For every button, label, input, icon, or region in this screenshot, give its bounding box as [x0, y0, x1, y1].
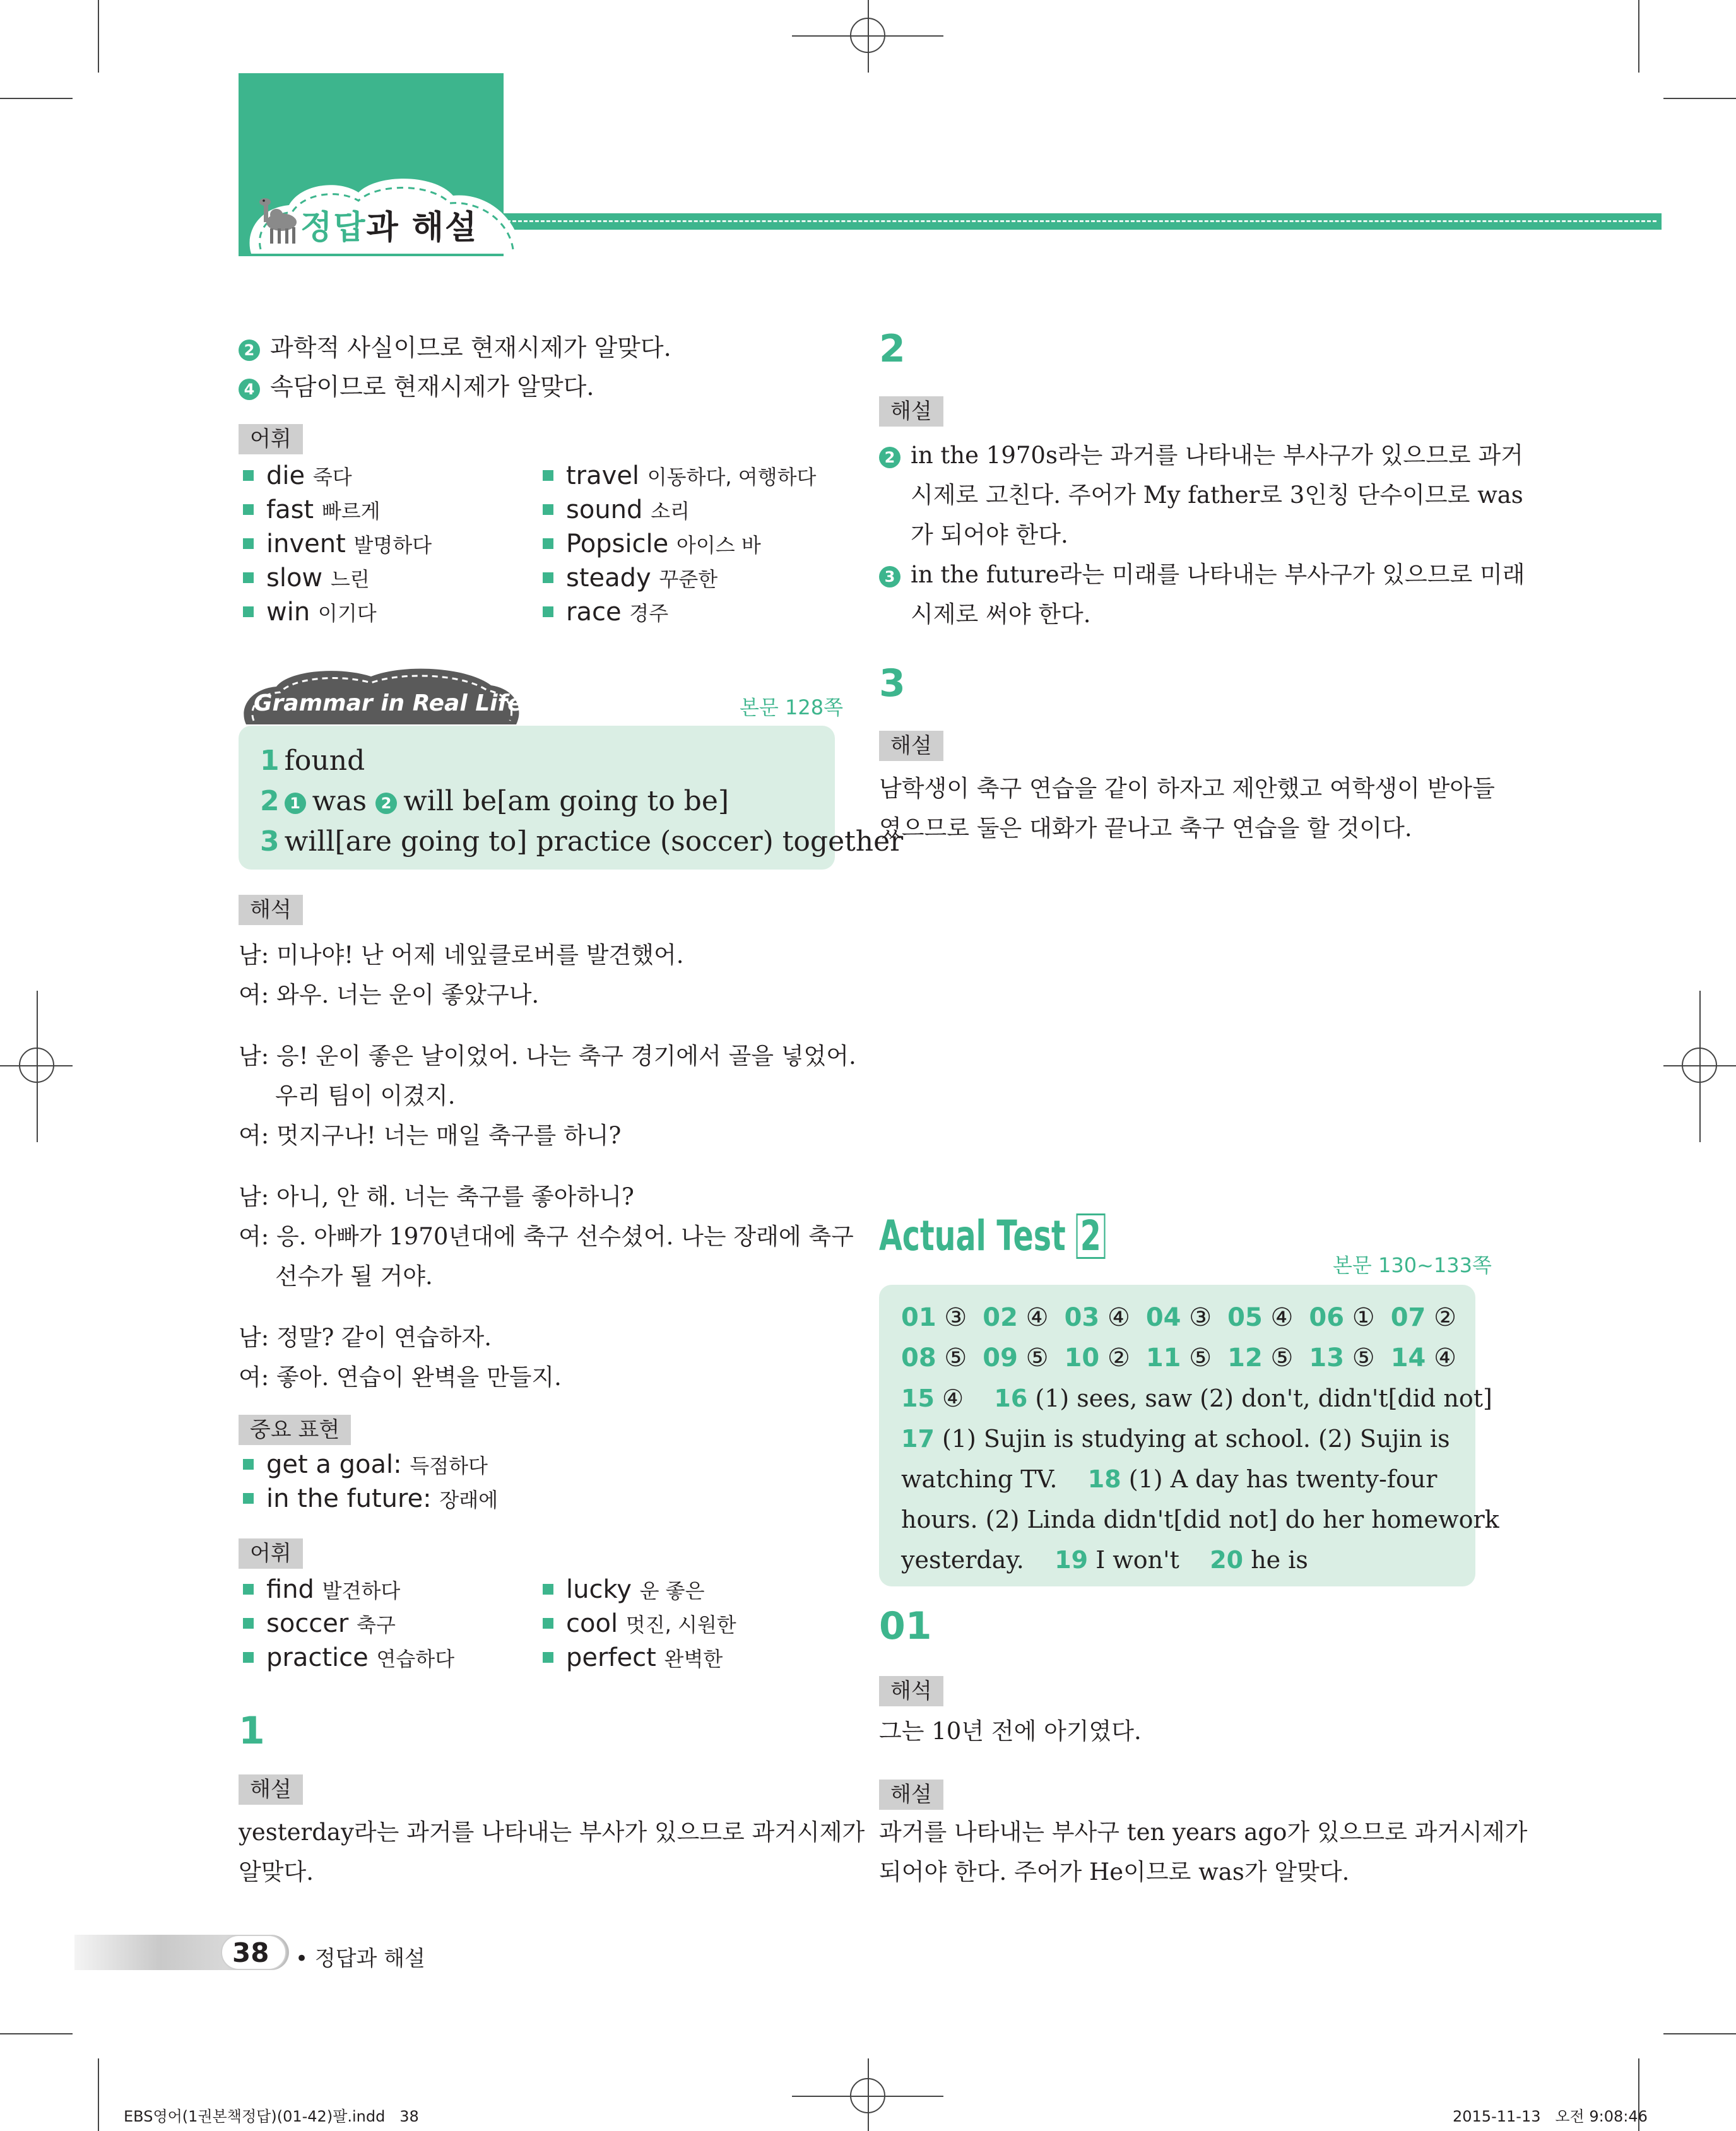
note-text: 과학적 사실이므로 현재시제가 알맞다. [270, 334, 671, 362]
answer-row: 01 ③ 02 ④ 03 ④ 04 ③ 05 ④ 06 ① 07 ② [901, 1303, 1456, 1332]
key-expression: in the future: 장래에 [243, 1482, 498, 1517]
dialogue-line: 여: 응. 아빠가 1970년대에 축구 선수셨어. 나는 장래에 축구 [239, 1223, 854, 1250]
key-expression-label: 중요 표현 [239, 1415, 351, 1445]
explanation-text: yesterday라는 과거를 나타내는 부사가 있으므로 과거시제가 알맞다. [239, 1819, 865, 1886]
circled-number: 4 [239, 379, 260, 400]
vocab-label: 어휘 [239, 424, 303, 454]
explanation-label: 해설 [879, 1780, 943, 1810]
vocab-item: soccer 축구 [243, 1607, 396, 1642]
question-number: 1 [239, 1709, 265, 1753]
crop-mark [1638, 0, 1639, 73]
dialogue-line: 남: 미나야! 난 어제 네잎클로버를 발견했어. [239, 942, 684, 969]
page-number: 38 [232, 1937, 269, 1968]
vocab-item: die 죽다 [243, 459, 352, 494]
page-reference: 본문 130~133쪽 [1333, 1253, 1492, 1277]
vocab-item: fast 빠르게 [243, 493, 381, 528]
header-title-accent: 정답 [300, 209, 367, 247]
crop-mark [0, 98, 73, 99]
note-item [239, 328, 671, 367]
explanation-text: 2 in the 1970s라는 과거를 나타내는 부사구가 있으므로 과거 시제로 고친다. 주어가 My father로 3인칭 단수이므로 was 가 되어야 한다. 3 in the future라는 미래를 나타내는 부사구가 있으므로 미래 시제로 써야 한다. [879, 435, 1525, 634]
dialogue-line: 남: 아니, 안 해. 너는 축구를 좋아하니? [239, 1183, 634, 1210]
explanation-label: 해설 [239, 1774, 303, 1805]
explanation-text: 남학생이 축구 연습을 같이 하자고 제안했고 여학생이 받아들 였으므로 둘은 대화가 끝나고 축구 연습을 할 것이다. [879, 775, 1495, 842]
explanation-label: 해설 [879, 396, 943, 427]
page-footer-label: • 정답과 해설 [295, 1946, 425, 1971]
question-number: 3 [879, 661, 906, 705]
dialogue-line: 남: 정말? 같이 연습하자. [239, 1324, 492, 1351]
dialogue-line: 남: 응! 운이 좋은 날이었어. 나는 축구 경기에서 골을 넣었어. [239, 1042, 856, 1070]
vocab-item: perfect 완벽한 [543, 1641, 723, 1676]
actual-test-title: Actual Test 2 [879, 1212, 1105, 1260]
file-name: EBS영어(1권본책정답)(01-42)팔.indd 38 [124, 2108, 419, 2125]
dialogue-line: 우리 팀이 이겼지. [275, 1082, 456, 1109]
vocab-item: invent 발명하다 [243, 527, 432, 562]
translation-label: 해석 [239, 895, 303, 925]
question-number: 01 [879, 1604, 932, 1648]
answer-row: 17 (1) Sujin is studying at school. (2) Sujin is [901, 1425, 1450, 1453]
header-dash-line [495, 220, 1656, 222]
vocab-label: 어휘 [239, 1538, 303, 1569]
registration-mark [868, 2058, 869, 2131]
answer-row: 08 ⑤ 09 ⑤ 10 ② 11 ⑤ 12 ⑤ 13 ⑤ 14 ④ [901, 1343, 1456, 1372]
grammar-section-title: Grammar in Real Life [254, 690, 523, 716]
answer-row: yesterday. 19 I won't 20 he is [901, 1546, 1308, 1574]
page-header-title [300, 201, 478, 248]
crop-mark [1663, 2033, 1736, 2034]
registration-mark [1699, 991, 1701, 1142]
test-number-badge: 2 [1076, 1213, 1105, 1259]
question-number: 2 [879, 327, 906, 371]
vocab-item: sound 소리 [543, 493, 690, 528]
vocab-item: travel 이동하다, 여행하다 [543, 459, 816, 494]
vocab-item: lucky 운 좋은 [543, 1573, 705, 1608]
answer-row: 15 ④ 16 (1) sees, saw (2) don't, didn't[did not] [901, 1384, 1492, 1412]
registration-mark [37, 991, 38, 1142]
answer-row: hours. (2) Linda didn't[did not] do her homework [901, 1506, 1499, 1533]
explanation-text: 과거를 나타내는 부사구 ten years ago가 있으므로 과거시제가 되어야 한다. 주어가 He이므로 was가 알맞다. [879, 1819, 1528, 1886]
grammar-answer: 3 will[are going to] practice (soccer) together [260, 825, 904, 858]
dialogue-line: 여: 좋아. 연습이 완벽을 만들지. [239, 1364, 562, 1391]
dialogue-line: 여: 와우. 너는 운이 좋았구나. [239, 981, 540, 1008]
note-text: 속담이므로 현재시제가 알맞다. [270, 373, 594, 401]
registration-mark [868, 0, 869, 73]
vocab-item: race 경주 [543, 595, 668, 630]
grammar-answer: 2 1 was 2 will be[am going to be] [260, 785, 729, 817]
crop-mark [0, 2033, 73, 2034]
vocab-item: win 이기다 [243, 595, 377, 630]
dialogue-line: 선수가 될 거야. [275, 1263, 433, 1290]
vocab-item: steady 꾸준한 [543, 561, 717, 596]
vocab-item: Popsicle 아이스 바 [543, 527, 761, 562]
crop-mark [98, 2058, 99, 2131]
crop-mark [1663, 98, 1736, 99]
dialogue-line: 여: 멋지구나! 너는 매일 축구를 하니? [239, 1122, 622, 1149]
vocab-item: cool 멋진, 시원한 [543, 1607, 736, 1642]
header-title-rest: 과 해설 [366, 209, 478, 247]
timestamp: 2015-11-13 오전 9:08:46 [1453, 2108, 1648, 2125]
vocab-item: slow 느린 [243, 561, 370, 596]
answer-row: watching TV. 18 (1) A day has twenty-four [901, 1465, 1438, 1493]
circled-number: 2 [239, 339, 260, 361]
dialogue [239, 935, 856, 1397]
note-item [239, 367, 594, 406]
vocab-item: find 발견하다 [243, 1573, 400, 1608]
translation-label: 해석 [879, 1676, 943, 1706]
crop-mark [98, 0, 99, 73]
page-reference: 본문 128쪽 [740, 695, 843, 719]
vocab-item: practice 연습하다 [243, 1641, 454, 1676]
key-expression: get a goal: 득점하다 [243, 1448, 488, 1483]
grammar-answer: 1 found [260, 745, 365, 777]
explanation-label: 해설 [879, 731, 943, 761]
translation-text: 그는 10년 전에 아기였다. [879, 1718, 1142, 1745]
camel-icon [257, 189, 302, 246]
